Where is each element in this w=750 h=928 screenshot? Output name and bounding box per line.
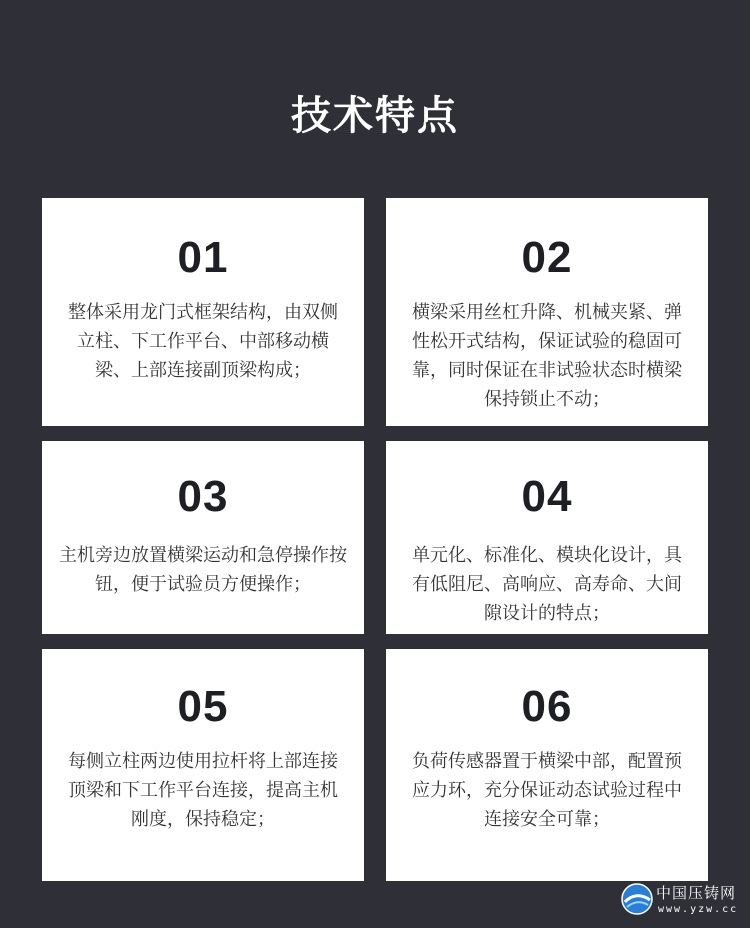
watermark-site-url: www.yzw.cc (658, 904, 739, 915)
page-title: 技术特点 (291, 93, 459, 139)
feature-number: 01 (177, 233, 229, 282)
feature-number: 05 (177, 682, 229, 731)
watermark-site-name: 中国压铸网 (656, 884, 737, 902)
feature-text: 每侧立柱两边使用拉杆将上部连接顶梁和下工作平台连接，提高主机刚度，保持稳定； (68, 751, 338, 830)
feature-card-05 (42, 649, 364, 881)
feature-number: 06 (521, 682, 573, 731)
feature-text: 整体采用龙门式框架结构，由双侧立柱、下工作平台、中部移动横梁、上部连接副顶梁构成； (68, 302, 338, 381)
feature-number: 04 (521, 472, 573, 521)
feature-card-03 (42, 441, 364, 634)
site-watermark (620, 878, 744, 922)
feature-card-01 (42, 198, 364, 426)
feature-text: 单元化、标准化、模块化设计，具有低阻尼、高响应、高寿命、大间隙设计的特点； (412, 545, 682, 624)
feature-text: 横梁采用丝杠升降、机械夹紧、弹性松开式结构，保证试验的稳固可靠，同时保证在非试验状态时横梁保持锁止不动； (412, 302, 682, 410)
feature-text: 负荷传感器置于横梁中部，配置预应力环，充分保证动态试验过程中连接安全可靠； (412, 751, 682, 830)
feature-text: 主机旁边放置横梁运动和急停操作按钮，便于试验员方便操作； (59, 545, 347, 595)
feature-card-04 (386, 441, 708, 634)
feature-card-02 (386, 198, 708, 426)
feature-number: 03 (177, 472, 229, 521)
feature-number: 02 (521, 233, 573, 282)
feature-card-06 (386, 649, 708, 881)
globe-logo-icon (620, 882, 654, 916)
